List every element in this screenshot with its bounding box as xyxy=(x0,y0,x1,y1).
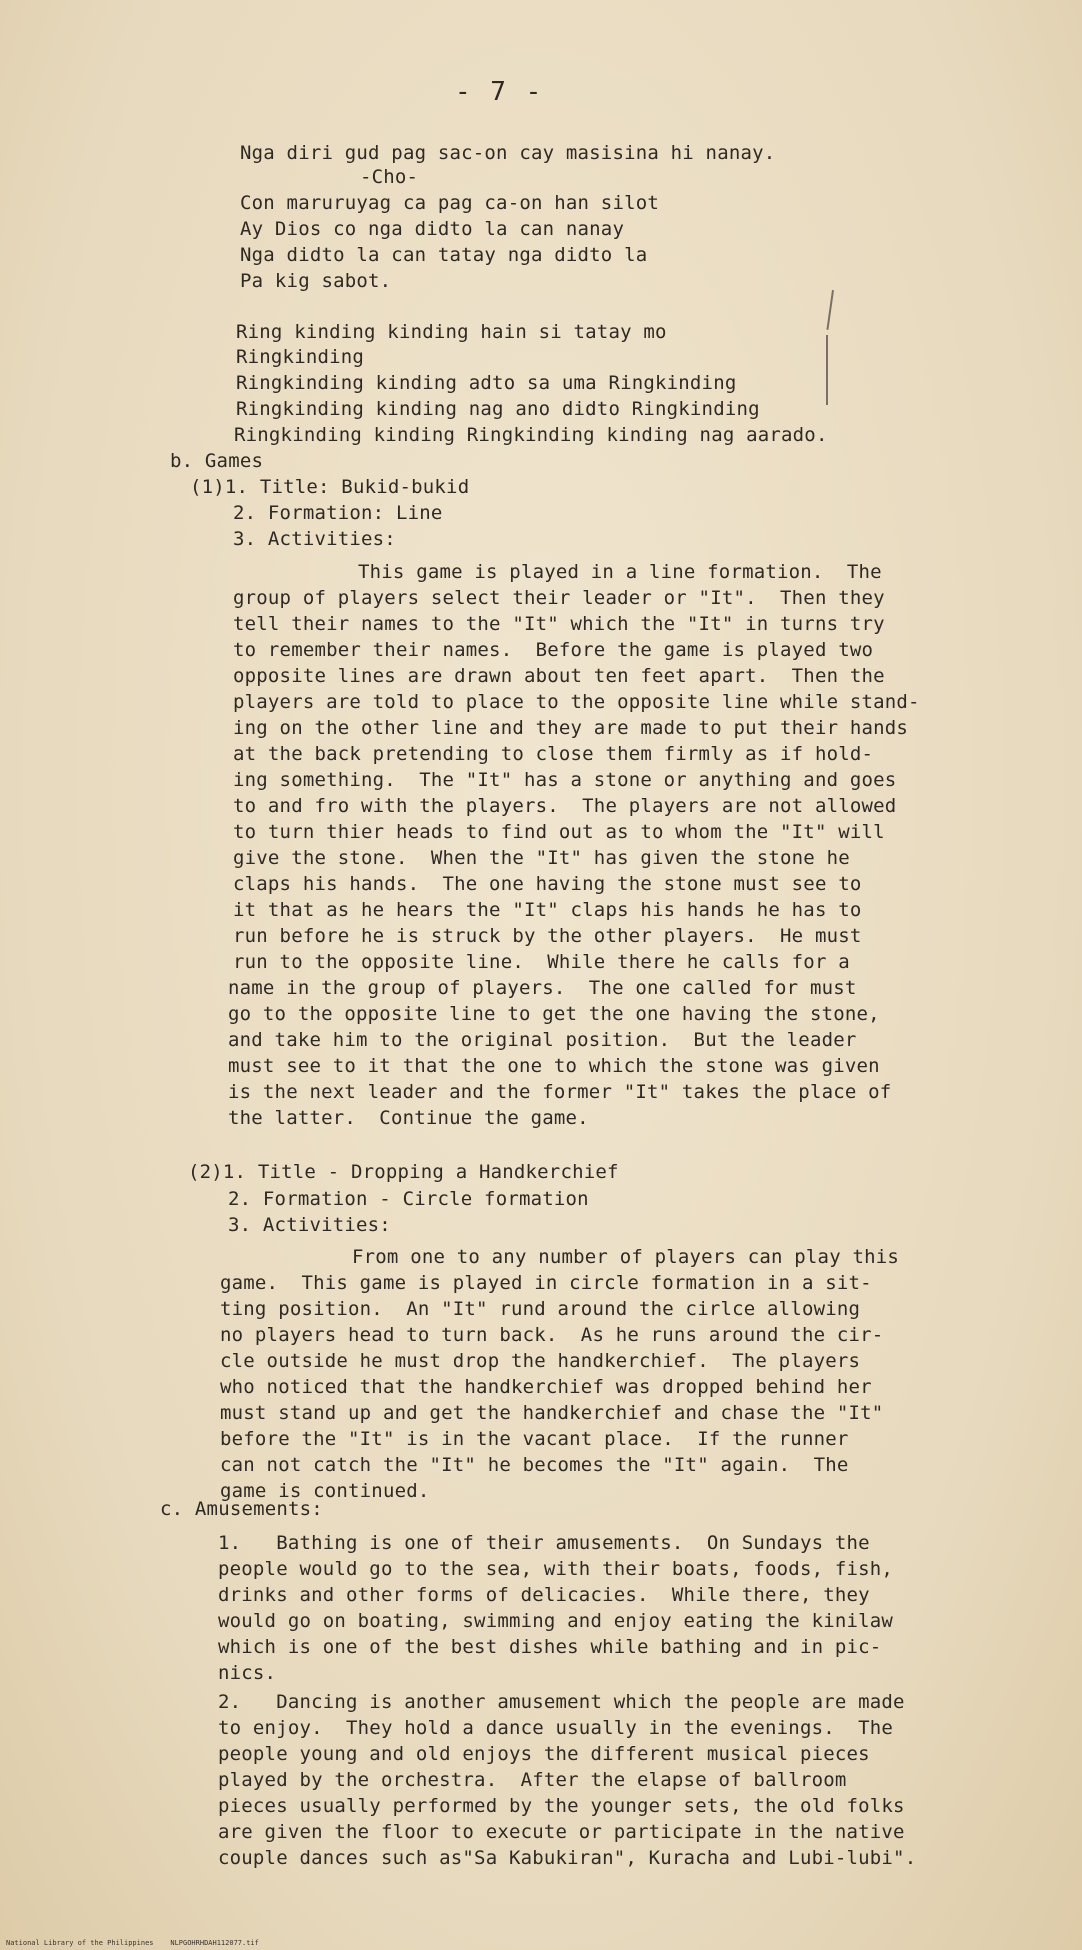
song-line: Nga didto la can tatay nga didto la xyxy=(240,244,648,266)
game1-text-line: run to the opposite line. While there he calls for a xyxy=(233,951,850,973)
game1-text-line: ing on the other line and they are made to put their hands xyxy=(233,717,909,739)
amusement2-line: played by the orchestra. After the elapse of ballroom xyxy=(218,1769,847,1791)
game1-text-line: the latter. Continue the game. xyxy=(228,1107,589,1129)
pencil-mark xyxy=(826,290,834,330)
game1-text-line: to remember their names. Before the game is played two xyxy=(233,639,874,661)
game1-text-line: claps his hands. The one having the stone must see to xyxy=(233,873,862,895)
game1-text-line: give the stone. When the "It" has given the stone he xyxy=(233,847,850,869)
game1-text-line: This game is played in a line formation. The xyxy=(358,561,882,583)
game1-formation: 2. Formation: Line xyxy=(233,502,443,524)
amusement1-line: which is one of the best dishes while bathing and in pic- xyxy=(218,1636,882,1658)
amusement1-line: 1. Bathing is one of their amusements. On Sundays the xyxy=(218,1532,870,1554)
game2-text-line: game is continued. xyxy=(220,1480,430,1502)
game1-text-line: go to the opposite line to get the one having the stone, xyxy=(228,1003,880,1025)
game1-text-line: ing something. The "It" has a stone or anything and goes xyxy=(233,769,897,791)
amusement1-line: drinks and other forms of delicacies. While there, they xyxy=(218,1584,870,1606)
game2-text-line: who noticed that the handkerchief was dropped behind her xyxy=(220,1376,872,1398)
game2-text-line: must stand up and get the handkerchief and chase the "It" xyxy=(220,1402,884,1424)
chorus-line: Ringkinding xyxy=(236,346,365,368)
song-line: Nga diri gud pag sac-on cay masisina hi nanay. xyxy=(240,142,776,164)
page-number: - 7 - xyxy=(455,77,544,107)
pencil-mark xyxy=(826,335,828,405)
amusement2-line: people young and old enjoys the different musical pieces xyxy=(218,1743,870,1765)
amusement2-line: to enjoy. They hold a dance usually in the evenings. The xyxy=(218,1717,894,1739)
game1-text-line: at the back pretending to close them firmly as if hold- xyxy=(233,743,874,765)
game2-title: (2)1. Title - Dropping a Handkerchief xyxy=(188,1161,619,1183)
amusement2-line: are given the floor to execute or participate in the native xyxy=(218,1821,905,1843)
game2-text-line: no players head to turn back. As he runs around the cir- xyxy=(220,1324,884,1346)
game1-text-line: tell their names to the "It" which the "It" in turns try xyxy=(233,613,885,635)
game2-text-line: before the "It" is in the vacant place. If the runner xyxy=(220,1428,849,1450)
game1-text-line: run before he is struck by the other players. He must xyxy=(233,925,862,947)
section-heading-amusements: c. Amusements: xyxy=(160,1498,323,1520)
section-heading-games: b. Games xyxy=(170,450,264,472)
game2-text-line: From one to any number of players can play this xyxy=(352,1246,900,1268)
game1-text-line: to and fro with the players. The players are not allowed xyxy=(233,795,897,817)
game1-text-line: to turn thier heads to find out as to whom the "It" will xyxy=(233,821,885,843)
game1-text-line: must see to it that the one to which the stone was given xyxy=(228,1055,880,1077)
chorus-line: Ring kinding kinding hain si tatay mo xyxy=(236,321,667,343)
song-line: Pa kig sabot. xyxy=(240,270,392,292)
game1-text-line: opposite lines are drawn about ten feet apart. Then the xyxy=(233,665,885,687)
amusement1-line: people would go to the sea, with their boats, foods, fish, xyxy=(218,1558,894,1580)
game1-title: (1)1. Title: Bukid-bukid xyxy=(190,476,470,498)
game1-text-line: is the next leader and the former "It" takes the place of xyxy=(228,1081,892,1103)
chorus-line: Ringkinding kinding adto sa uma Ringkinding xyxy=(236,372,737,394)
chorus-line: Ringkinding kinding Ringkinding kinding nag aarado. xyxy=(234,424,828,446)
amusement2-line: pieces usually performed by the younger sets, the old folks xyxy=(218,1795,905,1817)
game2-text-line: cle outside he must drop the handkerchief. The players xyxy=(220,1350,861,1372)
song-line: -Cho- xyxy=(360,166,419,188)
game1-text-line: name in the group of players. The one called for must xyxy=(228,977,857,999)
game2-formation: 2. Formation - Circle formation xyxy=(228,1188,589,1210)
game1-text-line: and take him to the original position. But the leader xyxy=(228,1029,857,1051)
amusement2-line: couple dances such as"Sa Kabukiran", Kuracha and Lubi-lubi". xyxy=(218,1847,917,1869)
song-line: Ay Dios co nga didto la can nanay xyxy=(240,218,625,240)
amusement1-line: would go on boating, swimming and enjoy eating the kinilaw xyxy=(218,1610,894,1632)
game2-text-line: ting position. An "It" rund around the cirlce allowing xyxy=(220,1298,861,1320)
archive-footer: National Library of the Philippines NLPGOHRHDAH112077.tif xyxy=(6,1939,259,1947)
game2-text-line: can not catch the "It" he becomes the "It" again. The xyxy=(220,1454,849,1476)
game1-text-line: it that as he hears the "It" claps his hands he has to xyxy=(233,899,862,921)
amusement1-line: nics. xyxy=(218,1662,277,1684)
chorus-line: Ringkinding kinding nag ano didto Ringkinding xyxy=(236,398,760,420)
game2-text-line: game. This game is played in circle formation in a sit- xyxy=(220,1272,872,1294)
amusement2-line: 2. Dancing is another amusement which the people are made xyxy=(218,1691,905,1713)
game1-text-line: players are told to place to the opposite line while stand- xyxy=(233,691,920,713)
game2-activities-label: 3. Activities: xyxy=(228,1214,391,1236)
game1-activities-label: 3. Activities: xyxy=(233,528,396,550)
game1-text-line: group of players select their leader or "It". Then they xyxy=(233,587,885,609)
song-line: Con maruruyag ca pag ca-on han silot xyxy=(240,192,660,214)
